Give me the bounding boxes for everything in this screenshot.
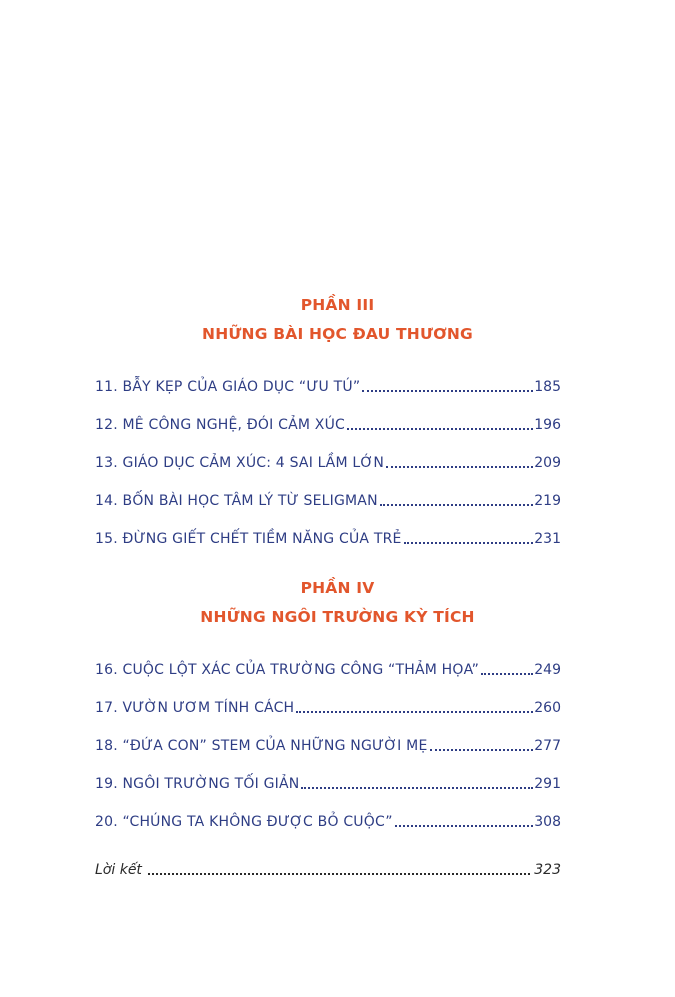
dot-leader [430, 747, 534, 751]
toc-entry-title: 16. CUỘC LỘT XÁC CỦA TRƯỜNG CÔNG “THẢM HỌA” [95, 662, 480, 678]
dot-leader [296, 709, 533, 713]
part-3-label: PHẦN III [300, 296, 375, 314]
dot-leader [386, 464, 533, 468]
toc-entry-page: 209 [534, 455, 561, 471]
toc-entry-title: 18. “ĐỨA CON” STEM CỦA NHỮNG NGƯỜI MẸ [95, 738, 428, 754]
dot-leader [301, 785, 533, 789]
toc-entry-page: 231 [534, 531, 561, 547]
toc-entry-title: 20. “CHÚNG TA KHÔNG ĐƯỢC BỎ CUỘC” [95, 814, 393, 830]
toc-entry-title: 11. BẪY KẸP CỦA GIÁO DỤC “ƯU TÚ” [95, 379, 361, 395]
toc-entry[interactable] [95, 452, 561, 472]
toc-entry-page: 277 [534, 738, 561, 754]
part-3-title: NHỮNG BÀI HỌC ĐAU THƯƠNG [202, 325, 473, 343]
toc-entry[interactable] [95, 528, 561, 548]
dot-leader [347, 426, 533, 430]
toc-entry[interactable] [95, 376, 561, 396]
toc-entry-title: 17. VƯỜN ƯƠM TÍNH CÁCH [95, 700, 295, 716]
closing-title: Lời kết [95, 862, 142, 878]
toc-entry-title: 19. NGÔI TRƯỜNG TỐI GIẢN [95, 776, 300, 792]
toc-entry[interactable] [95, 735, 561, 755]
dot-leader [395, 823, 534, 827]
toc-entry[interactable] [95, 773, 561, 793]
toc-entry[interactable] [95, 697, 561, 717]
toc-entry-title: 15. ĐỪNG GIẾT CHẾT TIỀM NĂNG CỦA TRẺ [95, 531, 402, 547]
toc-entry-page: 260 [534, 700, 561, 716]
dot-leader [362, 388, 533, 392]
toc-entry-page: 308 [534, 814, 561, 830]
closing-page: 323 [534, 862, 561, 878]
toc-entry-page: 185 [534, 379, 561, 395]
toc-entry-page: 196 [534, 417, 561, 433]
toc-entry-closing[interactable] [95, 859, 561, 879]
toc-entry[interactable] [95, 811, 561, 831]
part-4-label: PHẦN IV [300, 579, 375, 597]
dot-leader [380, 502, 534, 506]
toc-entry[interactable] [95, 490, 561, 510]
toc-entry[interactable] [95, 414, 561, 434]
toc-entry-page: 219 [534, 493, 561, 509]
dot-leader [481, 671, 533, 675]
toc-entry-title: 14. BỐN BÀI HỌC TÂM LÝ TỪ SELIGMAN [95, 493, 378, 509]
toc-entry-page: 291 [534, 776, 561, 792]
toc-entry-page: 249 [534, 662, 561, 678]
toc-entry[interactable] [95, 659, 561, 679]
toc-entry-title: 12. MÊ CÔNG NGHỆ, ĐÓI CẢM XÚC [95, 417, 345, 433]
dot-leader [404, 540, 534, 544]
dot-leader [148, 871, 530, 875]
part-4-title: NHỮNG NGÔI TRƯỜNG KỲ TÍCH [200, 608, 475, 626]
toc-entry-title: 13. GIÁO DỤC CẢM XÚC: 4 SAI LẦM LỚN [95, 455, 385, 471]
